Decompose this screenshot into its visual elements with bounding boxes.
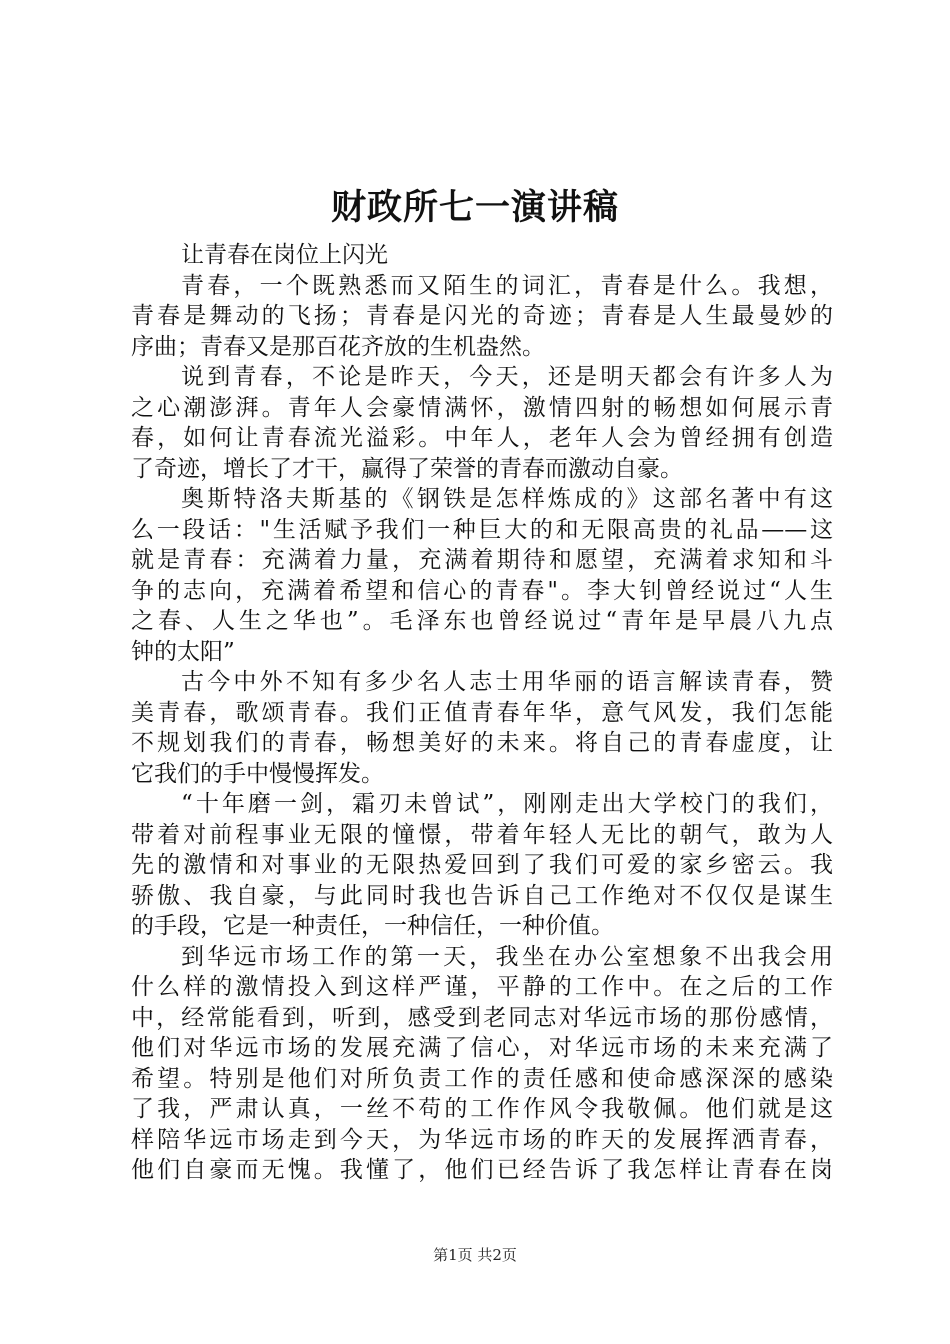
text-line: 争的志向，充满着希望和信心的青春"。李大钊曾经说过“人生 [131,577,833,604]
text-line: 什么样的激情投入到这样严谨，平静的工作中。在之后的工作 [131,974,833,1000]
text-line: 么一段话："生活赋予我们一种巨大的和无限高贵的礼品——这 [131,516,833,543]
subtitle-line: 让青春在岗位上闪光 [181,242,388,268]
text-line: 先的激情和对事业的无限热爱回到了我们可爱的家乡密云。我 [131,852,833,878]
text-line: 中，经常能看到，听到，感受到老同志对华远市场的那份感情， [131,1004,833,1031]
text-line: 就是青春：充满着力量，充满着期待和愿望，充满着求知和斗 [131,547,833,573]
text-line: 的手段，它是一种责任，一种信任，一种价值。 [131,913,614,939]
text-line: 说到青春，不论是昨天，今天，还是明天都会有许多人为 [181,364,833,390]
text-line: 希望。特别是他们对所负责工作的责任感和使命感深深的感染 [131,1065,833,1092]
document-body [131,240,833,1186]
text-line: 不规划我们的青春，畅想美好的未来。将自己的青春虚度，让 [131,730,833,756]
text-line: 春，如何让青春流光溢彩。中年人，老年人会为曾经拥有创造 [131,425,833,451]
text-line: 奥斯特洛夫斯基的《钢铁是怎样炼成的》这部名著中有这 [181,486,833,512]
text-line: 到华远市场工作的第一天，我坐在办公室想象不出我会用 [181,943,833,970]
text-line: 序曲；青春又是那百花齐放的生机盎然。 [131,333,545,360]
page-title: 财政所七一演讲稿 [330,187,619,228]
text-line: “十年磨一剑，霜刃未曾试”，刚刚走出大学校门的我们， [181,791,833,817]
text-line: 它我们的手中慢慢挥发。 [131,760,384,787]
text-line: 钟的太阳” [131,638,235,665]
text-line: 青春，一个既熟悉而又陌生的词汇，青春是什么。我想， [181,272,833,299]
text-line: 古今中外不知有多少名人志士用华丽的语言解读青春，赞 [181,669,833,695]
text-line: 了我，严肃认真，一丝不苟的工作作风令我敬佩。他们就是这 [131,1096,833,1122]
text-line: 美青春，歌颂青春。我们正值青春年华，意气风发，我们怎能 [131,699,833,726]
page-footer: 第1页 共2页 [433,1246,517,1264]
text-line: 了奇迹，增长了才干，赢得了荣誉的青春而激动自豪。 [131,455,683,482]
text-line: 之心潮澎湃。青年人会豪情满怀，激情四射的畅想如何展示青 [131,394,833,421]
text-line: 他们对华远市场的发展充满了信心，对华远市场的未来充满了 [131,1035,833,1061]
text-line: 样陪华远市场走到今天，为华远市场的昨天的发展挥洒青春， [131,1126,833,1153]
text-line: 他们自豪而无愧。我懂了，他们已经告诉了我怎样让青春在岗 [131,1157,833,1183]
text-line: 骄傲、我自豪，与此同时我也告诉自己工作绝对不仅仅是谋生 [131,882,833,909]
text-line: 青春是舞动的飞扬；青春是闪光的奇迹；青春是人生最曼妙的 [131,303,833,329]
text-line: 之春、人生之华也”。毛泽东也曾经说过“青年是早晨八九点 [131,608,833,634]
text-line: 带着对前程事业无限的憧憬，带着年轻人无比的朝气，敢为人 [131,821,833,848]
